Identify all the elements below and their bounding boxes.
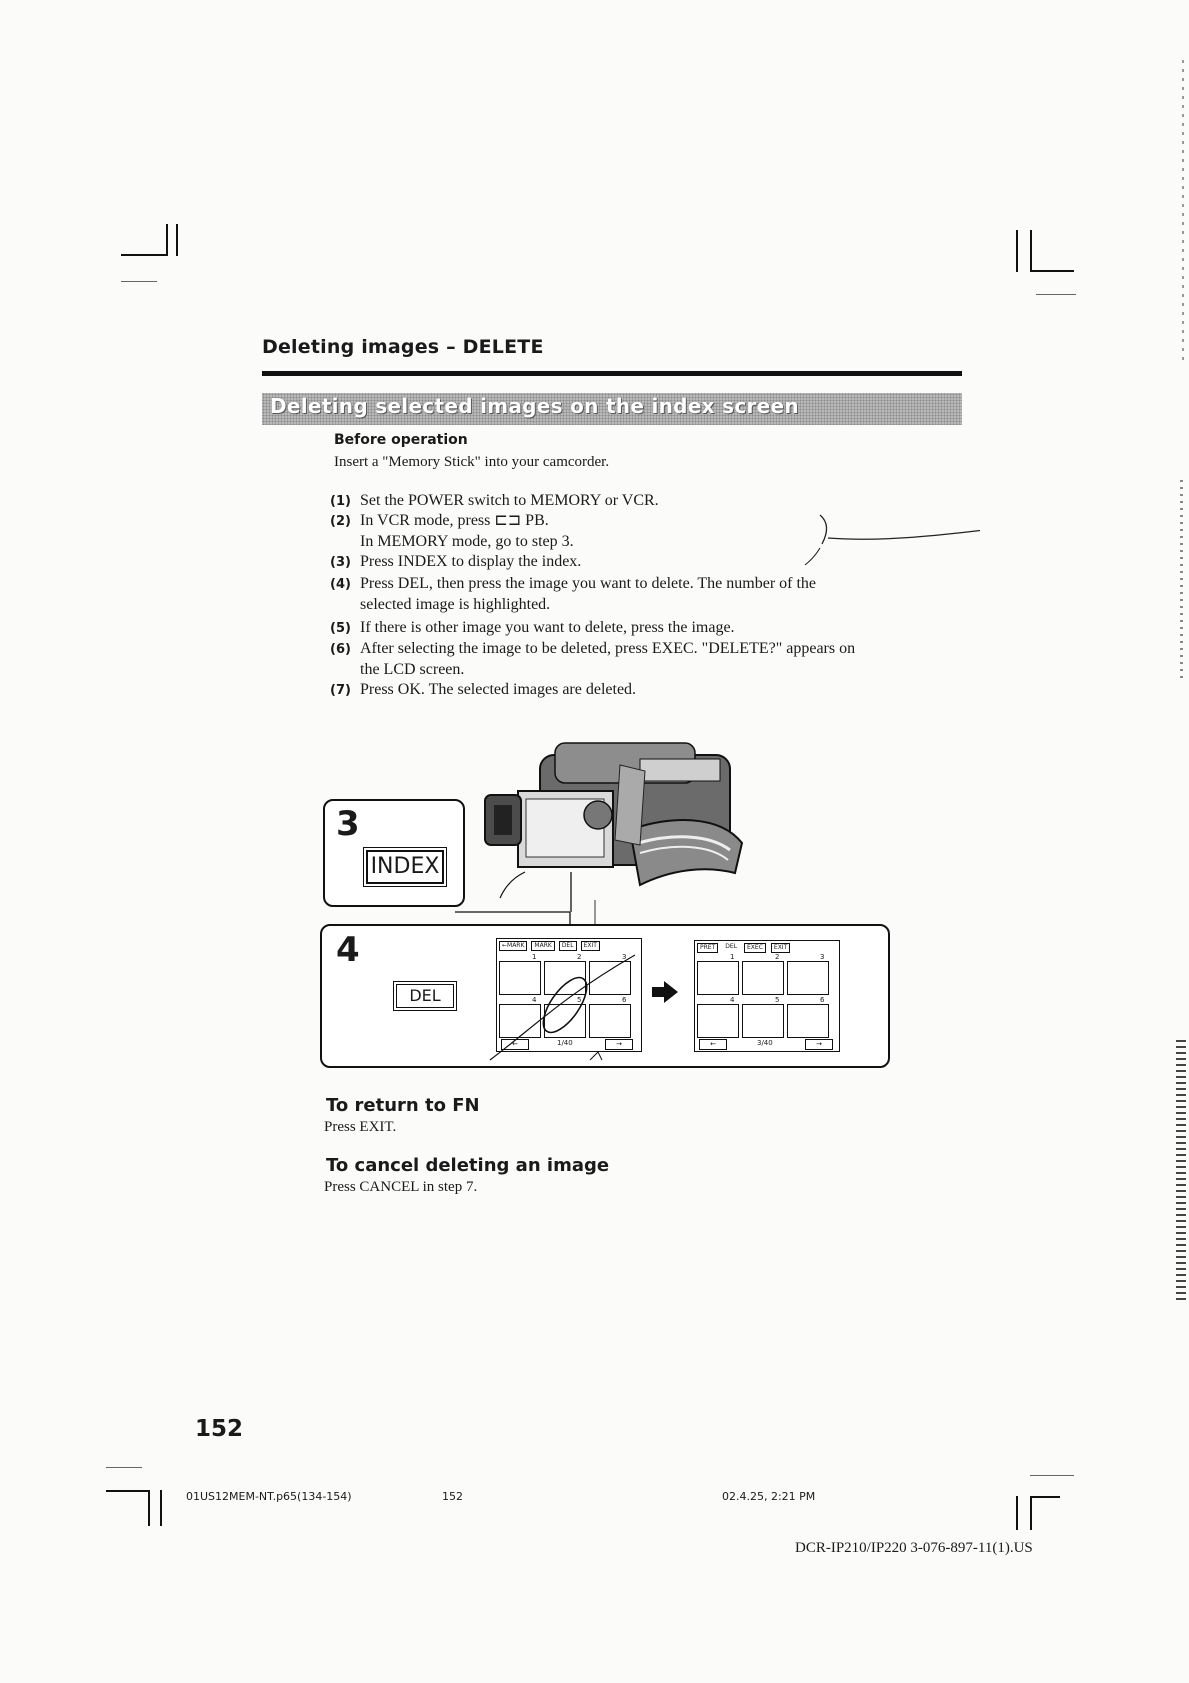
step-text: Press DEL, then press the image you want to delete. The number of the bbox=[360, 575, 817, 592]
thumbnail bbox=[697, 1004, 739, 1038]
step-text: In VCR mode, press ⊏⊐ PB. bbox=[360, 512, 549, 529]
thumbnail bbox=[787, 961, 829, 995]
thumb-number: 2 bbox=[577, 953, 582, 961]
section-title: Deleting images – DELETE bbox=[262, 336, 544, 358]
step-number: (6) bbox=[330, 642, 351, 657]
footer-file: 01US12MEM-NT.p65(134-154) bbox=[186, 1490, 352, 1503]
crop-mark bbox=[160, 1490, 162, 1526]
step-number: (2) bbox=[330, 514, 351, 529]
banner-title: Deleting selected images on the index screen bbox=[270, 394, 799, 418]
thumbnail bbox=[742, 1004, 784, 1038]
crop-mark bbox=[1030, 1496, 1032, 1530]
note-heading-cancel: To cancel deleting an image bbox=[326, 1155, 610, 1176]
step-text: After selecting the image to be deleted, press EXEC. "DELETE?" appears on bbox=[360, 640, 856, 657]
crop-mark bbox=[1016, 230, 1018, 272]
thumb-number: 4 bbox=[532, 996, 537, 1004]
nav-left: ← bbox=[699, 1039, 727, 1050]
thumb-number: 6 bbox=[622, 996, 627, 1004]
screen-button: EXIT bbox=[771, 943, 790, 953]
page-number: 152 bbox=[195, 1416, 244, 1442]
index-button: INDEX bbox=[366, 850, 444, 884]
note-text-return: Press EXIT. bbox=[324, 1119, 397, 1135]
screen-button: PRET bbox=[697, 943, 718, 953]
crop-mark bbox=[1016, 1496, 1018, 1530]
step-text-cont: In MEMORY mode, go to step 3. bbox=[360, 533, 574, 550]
right-arrow-icon bbox=[650, 980, 680, 1004]
step-text-cont: selected image is highlighted. bbox=[360, 596, 551, 613]
note-heading-return: To return to FN bbox=[326, 1095, 480, 1116]
edge-marks bbox=[1180, 480, 1183, 680]
note-text-cancel: Press CANCEL in step 7. bbox=[324, 1179, 478, 1195]
edge-marks bbox=[1176, 1040, 1186, 1300]
screen-button: DEL bbox=[559, 941, 577, 951]
page-counter: 1/40 bbox=[557, 1039, 573, 1047]
step-7 bbox=[330, 680, 970, 701]
crop-mark bbox=[1030, 230, 1032, 272]
thumb-number: 1 bbox=[730, 953, 735, 961]
footer-model: DCR-IP210/IP220 3-076-897-11(1).US bbox=[795, 1540, 1033, 1556]
step-6 bbox=[330, 639, 970, 680]
thumbnail bbox=[742, 961, 784, 995]
edge-marks bbox=[1182, 60, 1184, 360]
step-number: (7) bbox=[330, 683, 351, 698]
nav-left: ← bbox=[501, 1039, 529, 1050]
step3-number: 3 bbox=[336, 804, 360, 844]
step-text: Set the POWER switch to MEMORY or VCR. bbox=[360, 492, 659, 509]
footer-page: 152 bbox=[442, 1490, 463, 1503]
step4-number: 4 bbox=[336, 930, 360, 970]
crop-mark bbox=[148, 1490, 150, 1526]
annotation-marks bbox=[600, 420, 980, 590]
page-counter: 3/40 bbox=[757, 1039, 773, 1047]
thumb-number: 1 bbox=[532, 953, 537, 961]
crop-mark bbox=[1030, 1496, 1060, 1498]
thumb-number: 5 bbox=[775, 996, 780, 1004]
thumbnail bbox=[697, 961, 739, 995]
thumb-number: 2 bbox=[775, 953, 780, 961]
nav-right: → bbox=[605, 1039, 633, 1050]
step-number: (3) bbox=[330, 555, 351, 570]
crop-mark bbox=[1030, 270, 1074, 272]
screen-button: ←MARK bbox=[499, 941, 527, 951]
index-screen-after bbox=[694, 940, 840, 1052]
thumb-number: 5 bbox=[577, 996, 582, 1004]
thumb-number: 6 bbox=[820, 996, 825, 1004]
footer-date: 02.4.25, 2:21 PM bbox=[722, 1490, 816, 1503]
title-rule bbox=[262, 371, 962, 376]
nav-right: → bbox=[805, 1039, 833, 1050]
del-button: DEL bbox=[396, 984, 454, 1008]
crop-mark bbox=[106, 1490, 150, 1492]
step-text: Press OK. The selected images are deleted. bbox=[360, 681, 637, 698]
thumb-number: 4 bbox=[730, 996, 735, 1004]
step-5 bbox=[330, 618, 970, 639]
screen-button: EXIT bbox=[581, 941, 600, 951]
crop-mark bbox=[106, 1467, 142, 1468]
step-text-cont: the LCD screen. bbox=[360, 661, 465, 678]
thumb-number: 3 bbox=[820, 953, 825, 961]
crop-mark bbox=[121, 281, 157, 282]
crop-mark bbox=[176, 224, 178, 256]
step-number: (1) bbox=[330, 494, 351, 509]
screen-button: MARK bbox=[531, 941, 554, 951]
thumb-number: 3 bbox=[622, 953, 627, 961]
thumbnail bbox=[787, 1004, 829, 1038]
before-operation-heading: Before operation bbox=[334, 432, 468, 448]
crop-mark bbox=[121, 254, 167, 256]
screen-button: EXEC bbox=[744, 943, 766, 953]
before-operation-text: Insert a "Memory Stick" into your camcorder. bbox=[334, 454, 610, 470]
crop-mark bbox=[1030, 1475, 1074, 1476]
crop-mark bbox=[166, 224, 168, 256]
screen-button: DEL bbox=[725, 943, 738, 950]
step-number: (5) bbox=[330, 621, 351, 636]
step-text: If there is other image you want to delete, press the image. bbox=[360, 619, 735, 636]
crop-mark bbox=[1036, 294, 1076, 295]
step-number: (4) bbox=[330, 577, 351, 592]
step-text: Press INDEX to display the index. bbox=[360, 553, 582, 570]
